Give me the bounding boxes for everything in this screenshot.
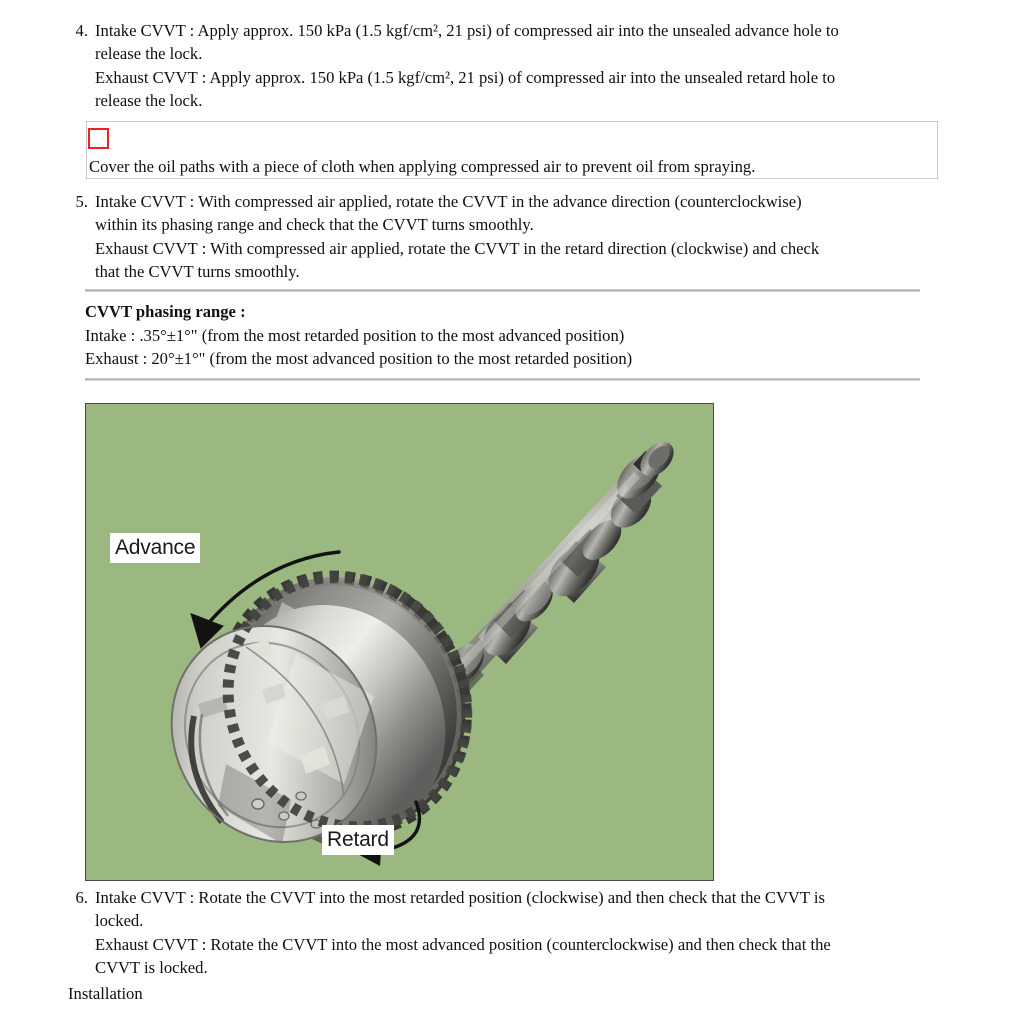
step-4-line-1: Intake CVVT : Apply approx. 150 kPa (1.5 kgf/cm², 21 psi) of compressed air into the unsealed advance hole to [95, 21, 839, 40]
step-4-line-2: release the lock. [95, 44, 203, 64]
step-4-number: 4. [75, 21, 88, 40]
step-5-line-2: within its phasing range and check that the CVVT turns smoothly. [95, 215, 534, 235]
step-5-line-1: Intake CVVT : With compressed air applied, rotate the CVVT in the advance direction (counterclockwise) [95, 192, 802, 211]
step-6-line-2: locked. [95, 911, 144, 931]
step-4-line-4: release the lock. [95, 90, 203, 110]
cvvt-camshaft-figure [85, 403, 714, 881]
step-5-body [95, 190, 1012, 283]
caution-text: Cover the oil paths with a piece of cloth when applying compressed air to prevent oil from spraying. [89, 157, 756, 176]
retard-label: Retard [322, 825, 394, 855]
step-4-body [95, 19, 1012, 112]
spec-title: CVVT phasing range : [85, 302, 246, 321]
spec-line-intake: Intake : .35°±1°" (from the most retarded position to the most advanced position) [85, 325, 625, 345]
step-5-line-4: that the CVVT turns smoothly. [95, 261, 300, 281]
step-5 [62, 190, 1012, 283]
spec-rule-bottom [85, 378, 920, 381]
step-6-line-4: CVVT is locked. [95, 957, 208, 977]
step-5-line-3: Exhaust CVVT : With compressed air applied, rotate the CVVT in the retard direction (clockwise) and check [95, 238, 820, 258]
step-5-number: 5. [75, 192, 88, 211]
spec-rule-top [85, 289, 920, 292]
step-6-line-3: Exhaust CVVT : Rotate the CVVT into the most advanced position (counterclockwise) and then check that the [95, 934, 831, 954]
cvvt-phasing-range-block [85, 300, 632, 371]
step-6-line-1: Intake CVVT : Rotate the CVVT into the most retarded position (clockwise) and then check that the CVVT is [95, 888, 825, 907]
installation-heading: Installation [68, 984, 143, 1003]
step-6 [62, 886, 1012, 979]
spec-line-exhaust: Exhaust : 20°±1°" (from the most advanced position to the most retarded position) [85, 349, 633, 368]
step-6-number: 6. [75, 888, 88, 907]
broken-image-placeholder-icon [88, 128, 109, 149]
step-4-line-3: Exhaust CVVT : Apply approx. 150 kPa (1.5 kgf/cm², 21 psi) of compressed air into the unsealed retard hole to [95, 67, 836, 87]
step-4 [62, 19, 1012, 112]
advance-label: Advance [110, 533, 200, 563]
step-6-body [95, 886, 1012, 979]
